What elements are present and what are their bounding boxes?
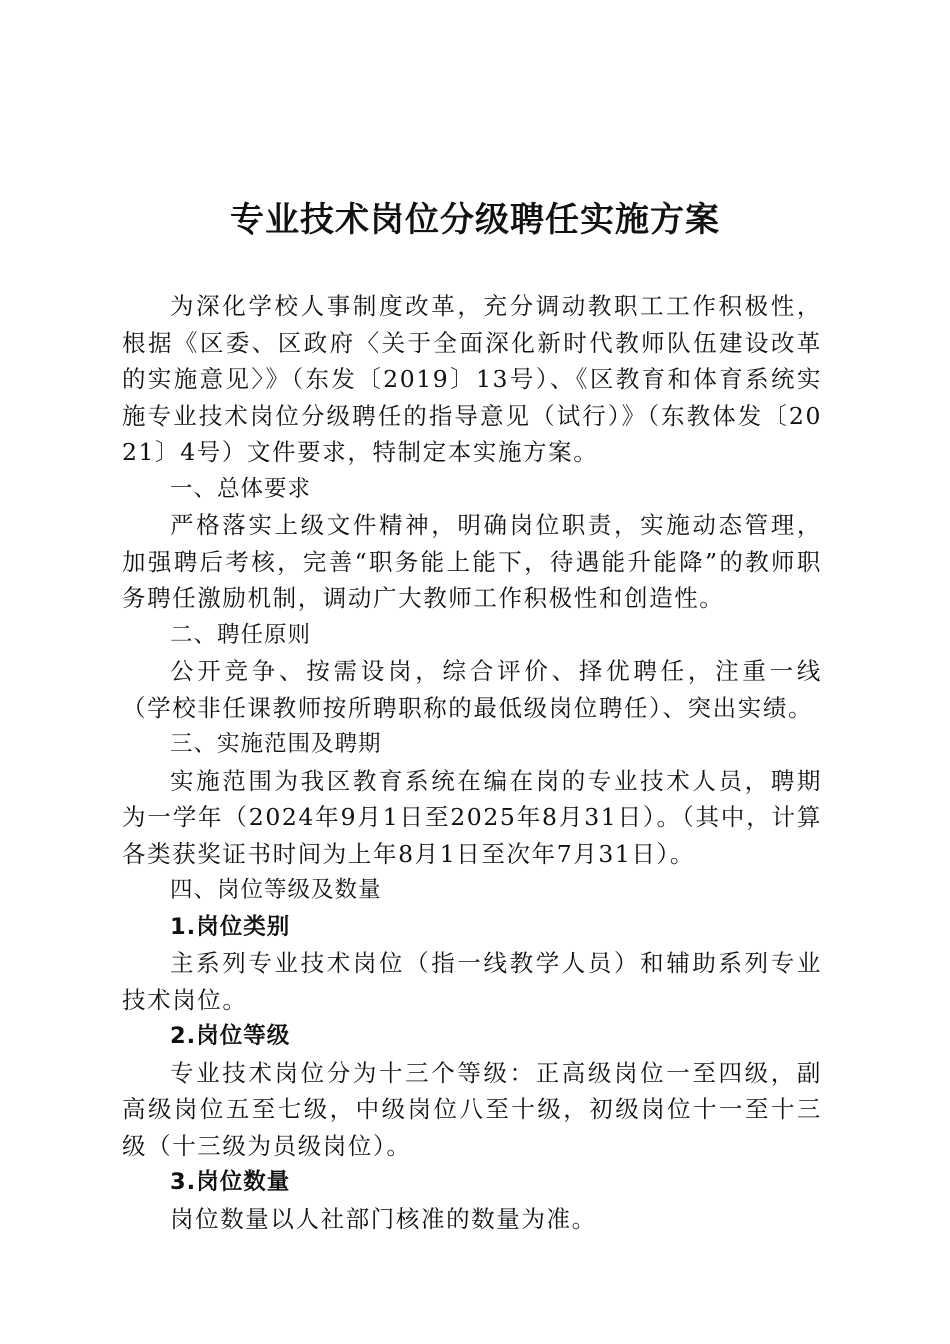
subsection-heading-category: 1.岗位类别 xyxy=(170,913,291,940)
subsection-text-category: 主系列专业技术岗位（指一线教学人员）和辅助系列专业技术岗位。 xyxy=(122,949,822,1014)
section-text-general: 严格落实上级文件精神，明确岗位职责，实施动态管理，加强聘后考核，完善“职务能上能下，待遇能升能降”的教师职务聘任激励机制，调动广大教师工作积极性和创造性。 xyxy=(122,511,822,612)
subsection-text-quantity: 岗位数量以人社部门核准的数量为准。 xyxy=(170,1204,597,1233)
section-text-principles: 公开竞争、按需设岗，综合评价、择优聘任，注重一线（学校非任课教师按所聘职称的最低级岗位聘任）、突出实绩。 xyxy=(122,657,822,722)
section-heading-positions: 四、岗位等级及数量 xyxy=(170,877,382,903)
section-text-scope: 实施范围为我区教育系统在编在岗的专业技术人员，聘期为一学年（2024年9月1日至2025年8月31日）。（其中，计算各类获奖证书时间为上年8月1日至次年7月31日）。 xyxy=(122,766,822,868)
intro-paragraph: 为深化学校人事制度改革，充分调动教职工工作积极性，根据《区委、区政府〈关于全面深化新时代教师队伍建设改革的实施意见〉》（东发〔2019〕13号）、《区教育和体育系统实施专业技术岗位分级聘任的指导意见（试行）》（东教体发〔2021〕4号）文件要求，特制定本实施方案。 xyxy=(122,292,822,466)
subsection-heading-quantity: 3.岗位数量 xyxy=(170,1169,291,1195)
document-body xyxy=(122,288,822,1237)
subsection-heading-grade: 2.岗位等级 xyxy=(170,1023,291,1049)
section-heading-general: 一、总体要求 xyxy=(170,475,312,502)
document-title: 专业技术岗位分级聘任实施方案 xyxy=(230,200,720,240)
subsection-text-grade: 专业技术岗位分为十三个等级：正高级岗位一至四级，副高级岗位五至七级，中级岗位八至十级，初级岗位十一至十三级（十三级为员级岗位）。 xyxy=(122,1058,822,1160)
section-heading-scope: 三、实施范围及聘期 xyxy=(170,731,382,757)
section-heading-principles: 二、聘任原则 xyxy=(170,621,312,648)
